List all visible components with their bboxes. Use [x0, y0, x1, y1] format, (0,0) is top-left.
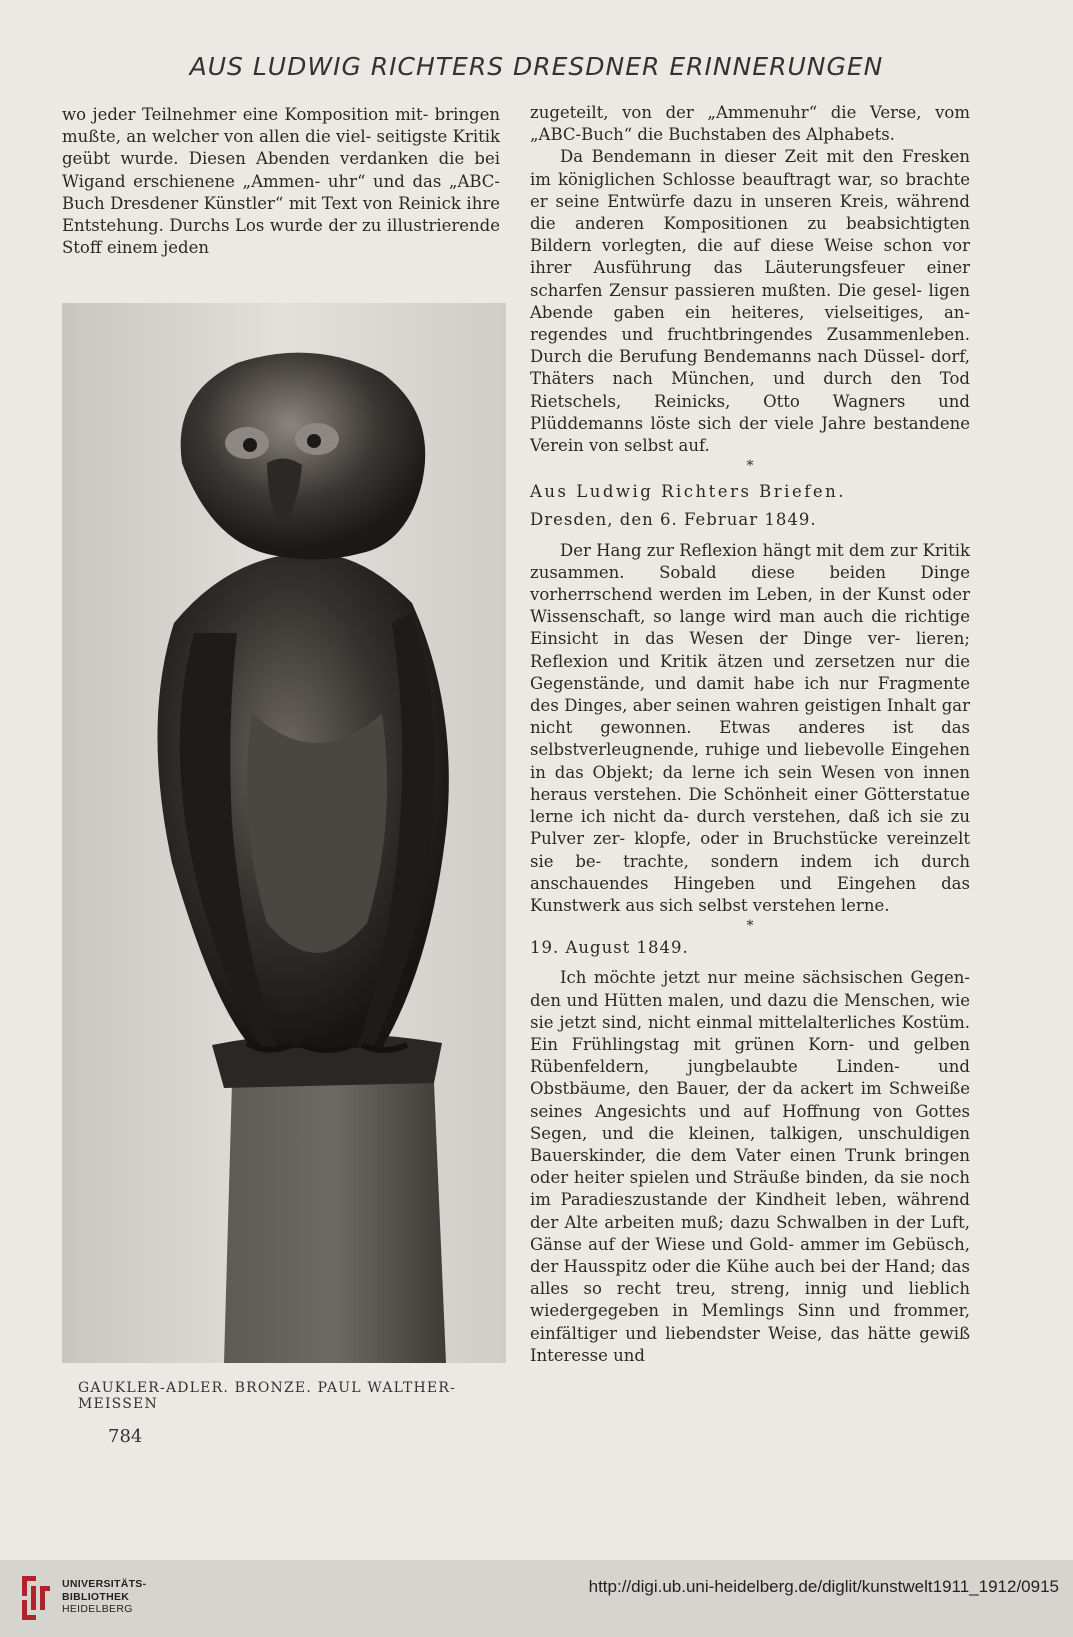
text-line: scharfen Zensur passieren mußten. Die gesel- [530, 280, 922, 300]
page-number: 784 [108, 1426, 143, 1447]
library-name-line: UNIVERSITÄTS- [62, 1578, 147, 1590]
text-line: streng, innig und lieblich wiedergegeben in [530, 1279, 970, 1321]
text-line: Plüddemanns löste sich der viele Jahre bestandene [530, 413, 970, 433]
text-line: Los wurde der zu illustrierende Stoff einem jeden [62, 216, 500, 258]
text-line: Bauerskinder, die dem Vater einen Trunk bringen [530, 1145, 970, 1165]
ub-heidelberg-logo-icon[interactable] [14, 1572, 56, 1624]
text-line: Kritik zusammen. Sobald diese beiden Dinge [530, 540, 970, 582]
text-line: klopfe, oder in Bruchstücke vereinzelt sie be- [530, 829, 970, 871]
text-line: verdanken die bei Wigand erschienene „Ammen- [62, 149, 500, 191]
text-line: oder heiter spielen und Sträuße binden, da sie [530, 1168, 930, 1188]
library-footer-bar [0, 1560, 1073, 1637]
text-line: ihrer Ausführung das Läuterungsfeuer einer [530, 258, 970, 278]
text-line: den und Hütten malen, und dazu die Menschen, [530, 990, 941, 1010]
text-line: Ich möchte jetzt nur meine sächsischen Gegen- [560, 968, 970, 988]
text-line: Durch die Berufung Bendemanns nach Düssel- [530, 347, 925, 367]
text-line: bringen mußte, an welcher von allen die viel- [62, 105, 500, 147]
left-column-text [62, 104, 500, 259]
paragraph-saechsische-gegenden [530, 967, 970, 1367]
text-line: auch bei der Hand; das alles so recht treu, [530, 1256, 970, 1299]
text-line: Hingeben und Eingehen das Kunstwerk aus sich [530, 873, 970, 915]
text-line: Schönheit einer Götterstatue lerne ich nicht da- [530, 784, 970, 827]
text-line: Tod Rietschels, Reinicks, Otto Wagners und [530, 369, 970, 411]
text-line: in der Luft, Gänse auf der Wiese und Gold- [530, 1212, 970, 1254]
text-line: Fragmente des Dinges, aber seinen wahren [530, 673, 970, 716]
text-line: liebendster Weise, das hätte gewiß Interesse und [530, 1323, 970, 1365]
text-line: im königlichen Schlosse beauftragt war, so brachte [530, 169, 970, 189]
text-line: mit Text von Reinick ihre Entstehung. Durchs [62, 193, 500, 236]
text-line: durch verstehen, daß ich sie zu Pulver zer- [530, 807, 970, 849]
text-line: sein Wesen von innen heraus verstehen. Die [530, 762, 970, 804]
text-line: trachte, sondern indem ich durch anschauendes [530, 851, 971, 893]
text-line: ammer im Gebüsch, der Hausspitz oder die Kühe [530, 1234, 970, 1276]
letter-date-1: Dresden, den 6. Februar 1849. [530, 510, 817, 530]
text-line: wie sie jetzt sind, nicht einmal mittelalterliches [530, 990, 970, 1032]
eagle-chest [247, 713, 387, 953]
text-line: geistigen Inhalt gar nicht gewonnen. Etwas [530, 696, 971, 738]
text-line: Bildern vorlegten, die auf diese Weise schon vor [530, 236, 970, 256]
text-line: ligen Abende gaben ein heiteres, vielseitiges, an- [530, 280, 970, 322]
text-line: selbst verstehen lerne. [698, 895, 890, 915]
permalink-url[interactable]: http://digi.ub.uni-heidelberg.de/diglit/kunstwelt1911_1912/0915 [588, 1577, 1059, 1596]
text-line: noch im Paradieszustande der Kindheit leben, [530, 1168, 970, 1210]
text-line: zugeteilt, von der „Ammenuhr“ die Verse, vom [530, 103, 970, 122]
text-line: Da Bendemann in dieser Zeit mit den Fresken [560, 147, 970, 167]
section-separator-star: * [746, 458, 754, 475]
eagle-right-pupil [307, 434, 321, 448]
text-line: Der Hang zur Reflexion hängt mit dem zur [560, 540, 923, 560]
library-name-line: HEIDELBERG [62, 1603, 133, 1615]
text-line: Verein von selbst auf. [530, 436, 710, 456]
text-line: nur die Gegenstände, und damit habe ich nur [530, 651, 970, 693]
text-line: vorherrschend werden im Leben, in der Kunst [530, 585, 932, 605]
text-line: seitigste Kritik geübt wurde. Diesen Abenden [62, 127, 500, 169]
text-line: richtige Einsicht in das Wesen der Dinge ver- [530, 607, 970, 649]
eagle-sculpture-illustration [62, 303, 506, 1363]
text-line: uhr“ und das „ABC-Buch Dresdener Künstler“ [62, 171, 501, 213]
paragraph-continuation [530, 102, 970, 146]
text-line: oder Wissenschaft, so lange wird man auch die [530, 585, 970, 627]
text-line: dorf, Thäters nach München, und durch den [530, 347, 970, 389]
text-line: gelben Rübenfeldern, jungbelaubte Linden- und [530, 1034, 970, 1077]
text-line: Memlings Sinn und frommer, einfältiger und [530, 1301, 970, 1343]
text-line: liebevolle Eingehen in das Objekt; da lerne ich [530, 740, 971, 782]
text-line: er seine Entwürfe dazu in unseren Kreis, während [530, 191, 970, 211]
left-paragraph [62, 104, 500, 259]
text-line: regendes und fruchtbringendes Zusammenleben. [530, 325, 970, 345]
right-column-text [530, 102, 970, 1367]
library-name[interactable] [62, 1578, 146, 1616]
section-separator-star: * [746, 918, 754, 935]
text-line: die anderen Kompositionen zu beabsichtigten [530, 214, 970, 234]
text-line: seines Angesichts und auf Hoffnung von Gottes [530, 1101, 970, 1121]
text-line: lieren; Reflexion und Kritik ätzen und zersetzen [530, 629, 970, 671]
text-line: wo jeder Teilnehmer eine Komposition mit- [62, 105, 429, 124]
paragraph-reflexion [530, 540, 970, 917]
library-name-line: BIBLIOTHEK [62, 1590, 130, 1603]
text-line: Segen, und die kleinen, talkigen, unschuldigen [530, 1123, 970, 1143]
text-line: anderes ist das selbstverleugnende, ruhige und [530, 718, 970, 760]
figure-caption: GAUKLER-ADLER. BRONZE. PAUL WALTHER-MEISSEN [78, 1380, 457, 1412]
running-title: AUS LUDWIG RICHTERS DRESDNER ERINNERUNGEN [189, 52, 884, 81]
text-line: Obstbäume, den Bauer, der da ackert im Schweiße [530, 1079, 970, 1099]
letters-subheading: Aus Ludwig Richters Briefen. [530, 482, 846, 502]
text-line: Kostüm. Ein Frühlingstag mit grünen Korn- und [530, 1012, 970, 1054]
paragraph-bendemann [530, 146, 970, 457]
pedestal [224, 1083, 446, 1363]
text-line: „ABC-Buch“ die Buchstaben des Alphabets. [530, 125, 895, 145]
letter-date-2: 19. August 1849. [530, 938, 689, 958]
eagle-left-pupil [243, 438, 257, 452]
eagle-sculpture-photo [62, 303, 506, 1363]
text-line: während der Alte arbeiten muß; dazu Schwalben [530, 1190, 970, 1232]
